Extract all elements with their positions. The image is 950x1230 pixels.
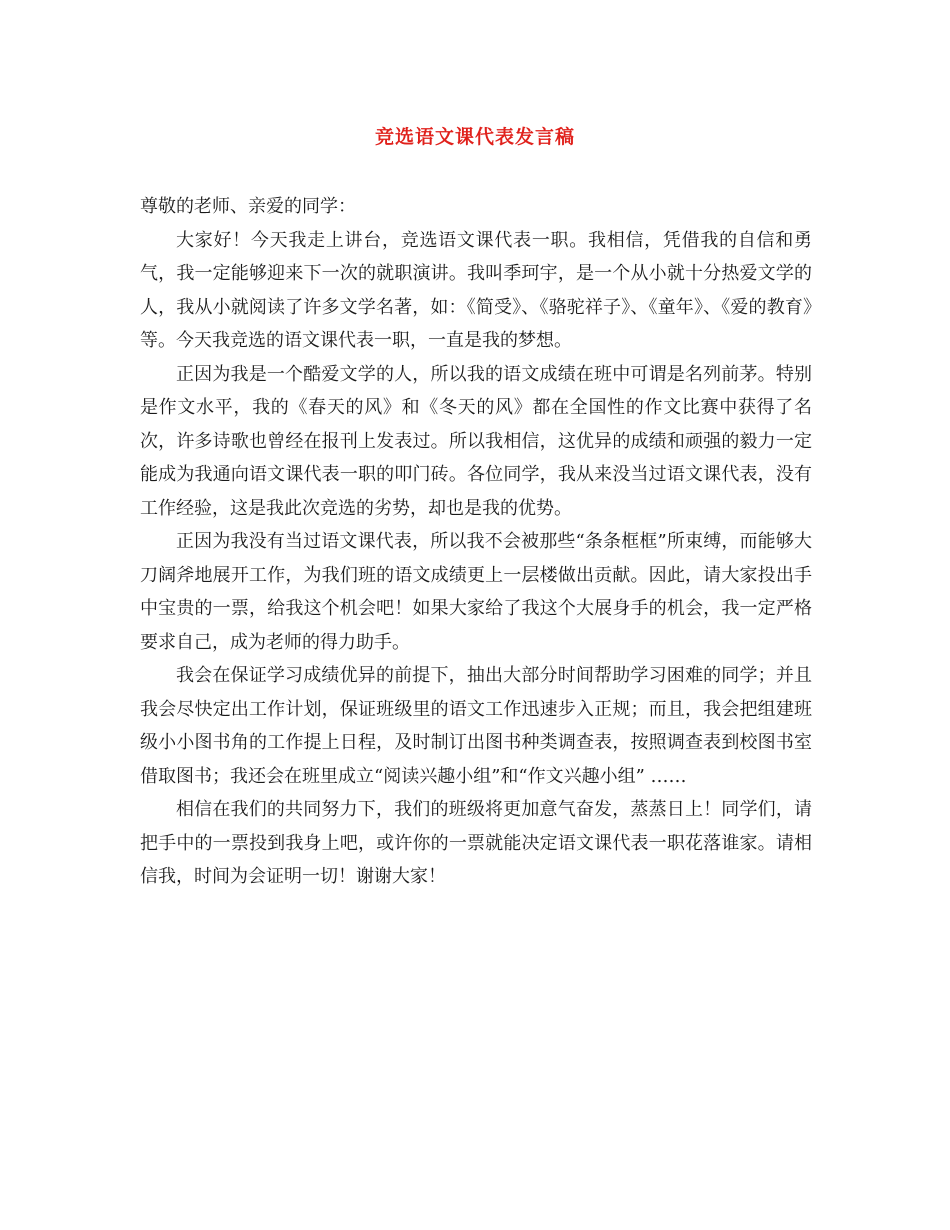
salutation: 尊敬的老师、亲爱的同学：	[140, 196, 356, 217]
paragraph-1: 大家好！今天我走上讲台，竞选语文课代表一职。我相信，凭借我的自信和勇气，我一定能够迎来下一次的就职演讲。我叫季珂宇，是一个从小就十分热爱文学的人，我从小就阅读了许多文学名著，如：《简受》、《骆驼祥子》、《童年》、《爱的教育》等。今天我竞选的语文课代表一职，一直是我的梦想。	[140, 229, 812, 351]
document-body	[140, 190, 812, 894]
paragraph-3: 正因为我没有当过语文课代表，所以我不会被那些“条条框框”所束缚，而能够大刀阔斧地展开工作，为我们班的语文成绩更上一层楼做出贡献。因此，请大家投出手中宝贵的一票，给我这个机会吧！如果大家给了我这个大展身手的机会，我一定严格要求自己，成为老师的得力助手。	[140, 531, 812, 653]
document-title: 竞选语文课代表发言稿	[374, 126, 575, 148]
paragraph-5: 相信在我们的共同努力下，我们的班级将更加意气奋发，蒸蒸日上！同学们，请把手中的一票投到我身上吧，或许你的一票就能决定语文课代表一职花落谁家。请相信我，时间为会证明一切！谢谢大家！	[140, 799, 812, 887]
paragraph-2: 正因为我是一个酷爱文学的人，所以我的语文成绩在班中可谓是名列前茅。特别是作文水平，我的《春天的风》和《冬天的风》都在全国性的作文比赛中获得了名次，许多诗歌也曾经在报刊上发表过。所以我相信，这优异的成绩和顽强的毅力一定能成为我通向语文课代表一职的叩门砖。各位同学，我从来没当过语文课代表，没有工作经验，这是我此次竞选的劣势，却也是我的优势。	[140, 363, 812, 519]
paragraph-4: 我会在保证学习成绩优异的前提下，抽出大部分时间帮助学习困难的同学；并且我会尽快定出工作计划，保证班级里的语文工作迅速步入正规；而且，我会把组建班级小小图书角的工作提上日程，及时制订出图书种类调查表，按照调查表到校图书室借取图书；我还会在班里成立“阅读兴趣小组”和“作文兴趣小组” ……	[140, 665, 812, 787]
